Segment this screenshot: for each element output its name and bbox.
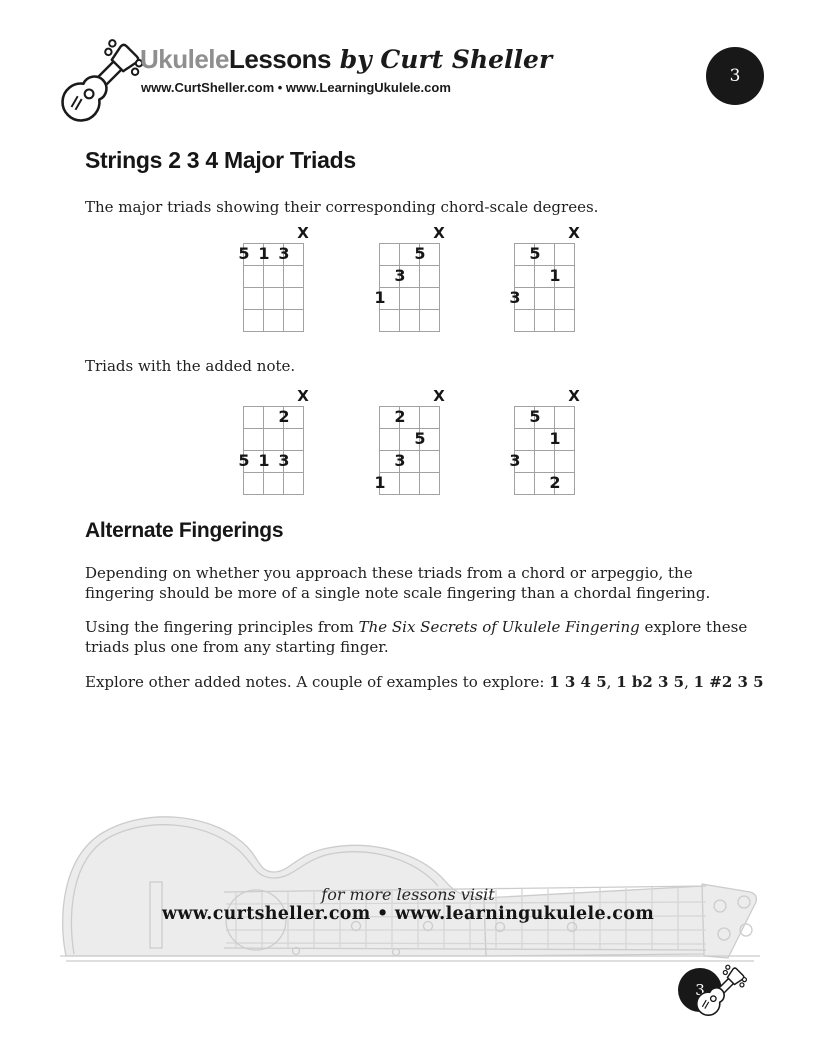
fret-cell: [284, 310, 304, 332]
paragraph-approach: [85, 563, 710, 603]
fret-cell: [535, 451, 555, 473]
scale-degree-1: 1: [258, 451, 270, 471]
fret-cell: [400, 310, 420, 332]
scale-degree-5: 5: [414, 244, 426, 264]
fret-cell: [555, 244, 575, 266]
fretboard-grid: [374, 406, 440, 495]
plain-text: ,: [606, 673, 617, 691]
fret-cell: [535, 288, 555, 310]
section-title-alternate-fingerings: Alternate Fingerings: [85, 519, 284, 542]
muted-string-x-marker: X: [297, 387, 309, 405]
fretboard-grid: [238, 406, 304, 495]
fret-cell: [420, 473, 440, 495]
header-urls: www.CurtSheller.com • www.LearningUkulele.com: [141, 80, 451, 95]
page-number: 3: [695, 981, 705, 999]
text-line: [85, 583, 710, 603]
scale-degree-1: 1: [549, 429, 561, 449]
scale-degree-3: 3: [509, 451, 521, 471]
scale-degree-2: 2: [549, 473, 561, 493]
fret-cell: [555, 407, 575, 429]
chord-diagram: [374, 387, 445, 496]
scale-degree-5: 5: [238, 244, 250, 264]
fret-cell: [380, 244, 400, 266]
ukulele-logo-icon: [42, 36, 148, 144]
text-line: [85, 563, 710, 583]
scale-degree-5: 5: [238, 451, 250, 471]
muted-string-x-marker: X: [568, 224, 580, 242]
fretboard-grid: [374, 243, 440, 332]
text-line: [85, 672, 764, 692]
text-line: [85, 637, 747, 657]
paragraph-explore-notes: [85, 672, 764, 692]
fret-cell: [284, 266, 304, 288]
fret-cell: [244, 429, 264, 451]
fret-cell: [555, 288, 575, 310]
fret-cell: [244, 310, 264, 332]
scale-degree-2: 2: [394, 407, 406, 427]
intro-text: The major triads showing their corresponding chord-scale degrees.: [85, 198, 599, 216]
section-title-major-triads: Strings 2 3 4 Major Triads: [85, 147, 356, 173]
muted-string-x-marker: X: [297, 224, 309, 242]
fret-cell: [284, 473, 304, 495]
fret-cell: [284, 288, 304, 310]
emphasized-text: 1 3 4 5: [549, 673, 607, 691]
fret-cell: [244, 266, 264, 288]
chord-diagram: [374, 224, 445, 333]
scale-degree-1: 1: [374, 288, 386, 308]
emphasized-text: 1 b2 3 5: [616, 673, 685, 691]
logo-word-lessons: Lessons: [229, 44, 331, 74]
added-note-caption: Triads with the added note.: [85, 357, 296, 375]
scale-degree-2: 2: [278, 407, 290, 427]
fret-cell: [284, 429, 304, 451]
fret-cell: [535, 310, 555, 332]
footer-urls: www.curtsheller.com • www.learningukulele.com: [161, 904, 655, 924]
scale-degree-1: 1: [374, 473, 386, 493]
footer-ukulele-icon: [684, 958, 750, 1036]
fret-cell: [244, 473, 264, 495]
muted-string-x-marker: X: [433, 387, 445, 405]
footer-tagline: for more lessons visit: [321, 885, 495, 904]
emphasized-text: The Six Secrets of Ukulele Fingering: [358, 618, 640, 636]
plain-text: explore these: [639, 618, 748, 636]
scale-degree-1: 1: [258, 244, 270, 264]
plain-text: triads plus one from any starting finger.: [85, 638, 389, 656]
muted-string-x-marker: X: [568, 387, 580, 405]
fret-cell: [380, 429, 400, 451]
scale-degree-5: 5: [529, 244, 541, 264]
fret-cell: [420, 407, 440, 429]
chord-diagram: [238, 224, 309, 333]
plain-text: ,: [684, 673, 694, 691]
fret-cell: [420, 310, 440, 332]
logo-byline: by Curt Sheller: [331, 45, 553, 74]
chord-diagram-row-1: [238, 224, 583, 334]
fret-cell: [380, 310, 400, 332]
plain-text: Using the fingering principles from: [85, 618, 359, 636]
fretboard-grid: [509, 243, 575, 332]
scale-degree-3: 3: [394, 451, 406, 471]
text-line: [85, 617, 747, 637]
fret-cell: [264, 473, 284, 495]
fret-cell: [244, 407, 264, 429]
plain-text: Depending on whether you approach these triads from a chord or arpeggio, the: [85, 564, 693, 582]
scale-degree-3: 3: [394, 266, 406, 286]
page-number-badge-top: [706, 47, 764, 105]
chord-diagram: [509, 387, 580, 496]
scale-degree-3: 3: [278, 451, 290, 471]
paragraph-six-secrets: [85, 617, 747, 657]
scale-degree-5: 5: [414, 429, 426, 449]
fret-cell: [244, 288, 264, 310]
fret-cell: [515, 429, 535, 451]
site-logo-title: [140, 44, 552, 75]
fret-cell: [400, 473, 420, 495]
scale-degree-3: 3: [509, 288, 521, 308]
scale-degree-5: 5: [529, 407, 541, 427]
chord-diagram: [238, 387, 309, 496]
page-number: 3: [729, 66, 741, 86]
scale-degree-1: 1: [549, 266, 561, 286]
fretboard-grid: [509, 406, 575, 495]
fret-cell: [400, 288, 420, 310]
fret-cell: [264, 310, 284, 332]
fret-cell: [264, 266, 284, 288]
fret-cell: [264, 429, 284, 451]
fretboard-grid: [238, 243, 304, 332]
chord-diagram: [509, 224, 580, 333]
fret-cell: [515, 310, 535, 332]
logo-word-ukulele: Ukulele: [140, 44, 229, 74]
scale-degree-3: 3: [278, 244, 290, 264]
muted-string-x-marker: X: [433, 224, 445, 242]
fret-cell: [420, 451, 440, 473]
plain-text: fingering should be more of a single note scale fingering than a chordal fingering.: [85, 584, 711, 602]
fret-cell: [264, 288, 284, 310]
fret-cell: [515, 473, 535, 495]
plain-text: Explore other added notes. A couple of examples to explore:: [85, 673, 550, 691]
fret-cell: [555, 451, 575, 473]
fret-cell: [515, 266, 535, 288]
fret-cell: [420, 266, 440, 288]
emphasized-text: 1 #2 3 5: [693, 673, 764, 691]
chord-diagram-row-2: [238, 387, 583, 497]
fret-cell: [555, 310, 575, 332]
fret-cell: [420, 288, 440, 310]
